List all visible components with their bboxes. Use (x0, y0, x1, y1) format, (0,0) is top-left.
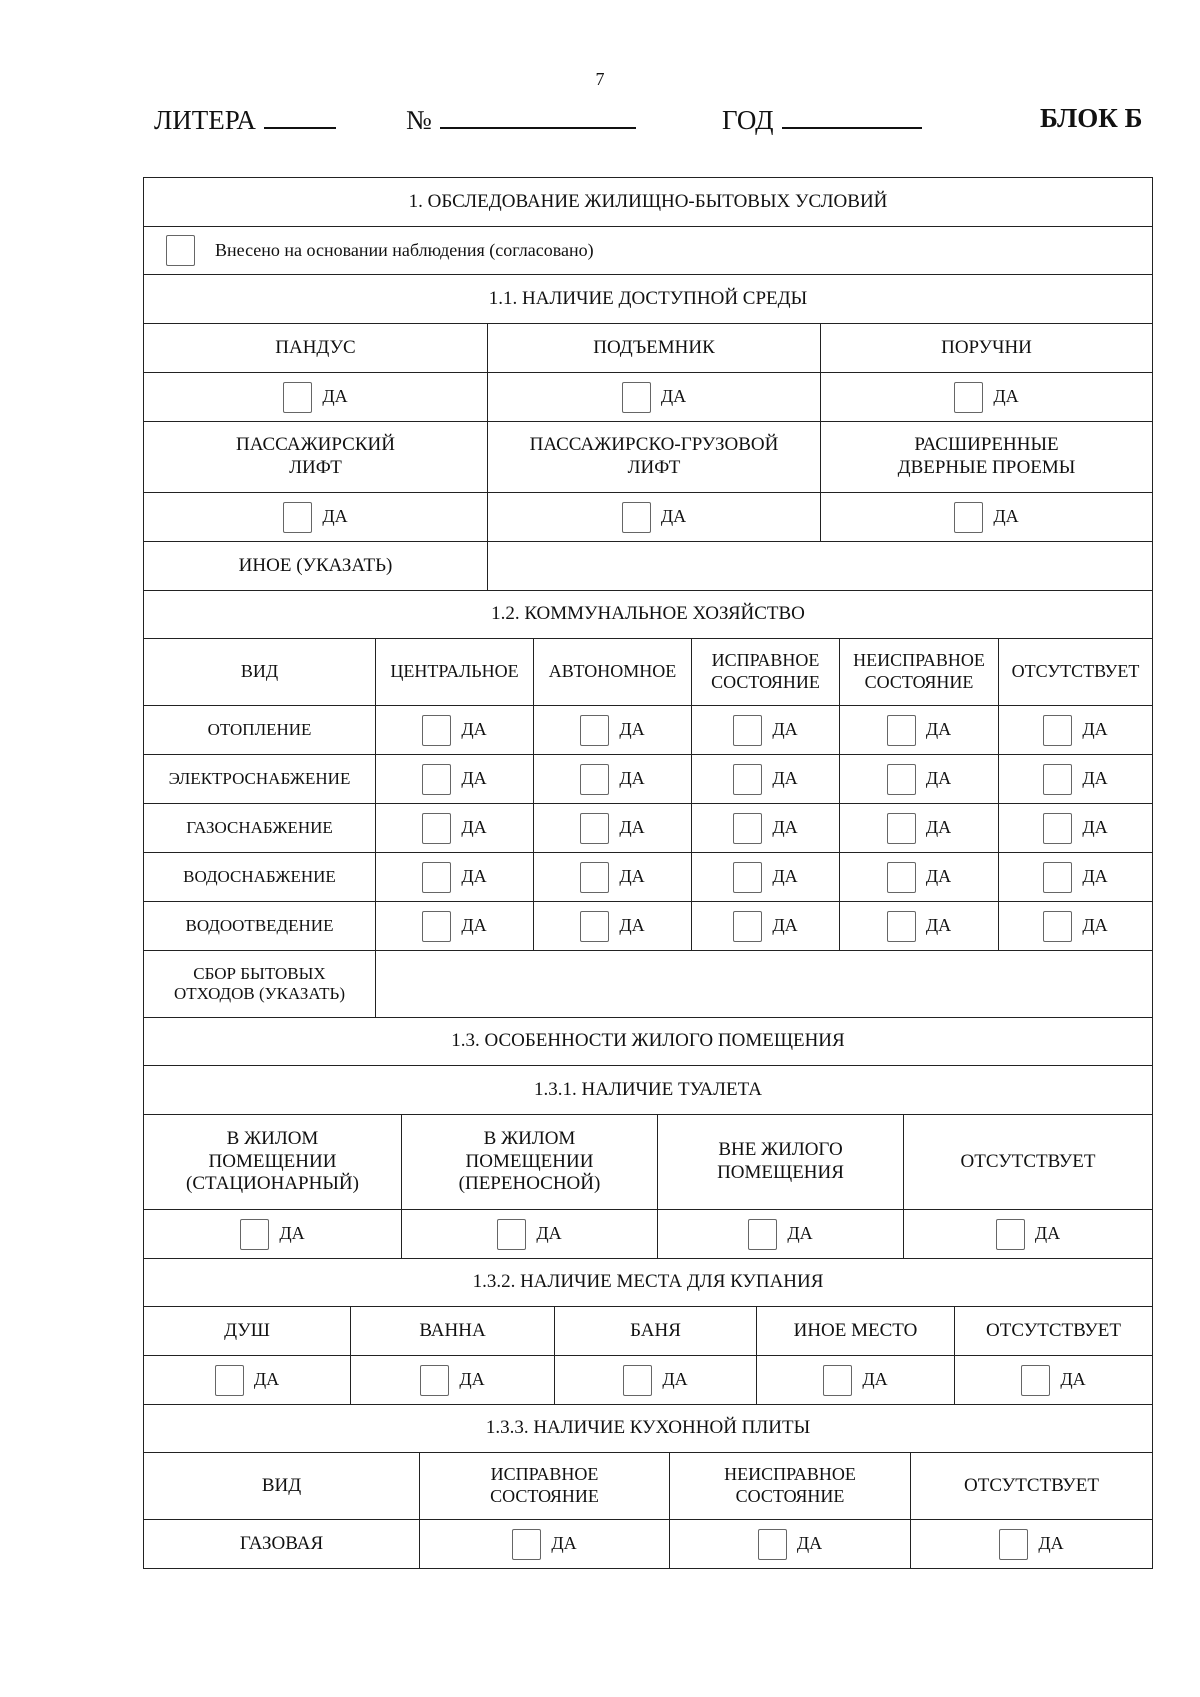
waste-input[interactable] (375, 951, 1152, 1017)
wide-doors-line-2: ДВЕРНЫЕ ПРОЕМЫ (897, 457, 1076, 478)
utilities-header-row (144, 638, 1152, 705)
absent-cell (998, 755, 1152, 803)
central-checkbox[interactable] (422, 862, 451, 893)
passenger-lift-label (144, 422, 487, 492)
year-input[interactable] (782, 103, 922, 129)
number-field (406, 103, 636, 136)
freight-lift-answer (487, 493, 820, 541)
yes-label: ДА (551, 1533, 577, 1554)
other-place-checkbox[interactable] (823, 1365, 852, 1396)
section-1-title: 1. ОБСЛЕДОВАНИЕ ЖИЛИЩНО-БЫТОВЫХ УСЛОВИЙ (408, 190, 888, 212)
working-header (691, 639, 839, 705)
survey-form (143, 177, 1153, 1569)
toilet-portable-line-3: (ПЕРЕНОСНОЙ) (458, 1173, 601, 1195)
yes-label: ДА (619, 719, 645, 740)
central-cell (375, 706, 533, 754)
passenger-lift-checkbox[interactable] (283, 502, 312, 533)
working-checkbox[interactable] (733, 764, 762, 795)
utility-row-water (144, 852, 1152, 901)
yes-label: ДА (772, 719, 798, 740)
toilet-stationary-line-3: (СТАЦИОНАРНЫЙ) (186, 1173, 359, 1195)
observation-checkbox[interactable] (166, 235, 195, 266)
toilet-absent-header: ОТСУТСТВУЕТ (903, 1115, 1152, 1209)
yes-label: ДА (925, 915, 952, 936)
working-header-line-2: СОСТОЯНИЕ (711, 672, 820, 692)
faulty-checkbox[interactable] (887, 862, 916, 893)
banya-checkbox[interactable] (623, 1365, 652, 1396)
section-1-3-1-title-row (144, 1065, 1152, 1114)
section-1-3-3-title: 1.3.3. НАЛИЧИЕ КУХОННОЙ ПЛИТЫ (485, 1417, 811, 1439)
access-other-row (144, 541, 1152, 590)
year-label: ГОД (722, 105, 774, 135)
section-1-3-2-title: 1.3.2. НАЛИЧИЕ МЕСТА ДЛЯ КУПАНИЯ (472, 1271, 824, 1293)
utility-name: ЭЛЕКТРОСНАБЖЕНИЕ (168, 768, 351, 788)
faulty-header-line-1: НЕИСПРАВНОЕ (853, 650, 985, 671)
lift-platform-checkbox[interactable] (622, 382, 651, 413)
yes-label: ДА (925, 719, 952, 740)
stove-faulty-line-2: СОСТОЯНИЕ (735, 1486, 845, 1506)
toilet-stationary-line-2: ПОМЕЩЕНИИ (208, 1150, 337, 1172)
yes-label: ДА (1082, 866, 1108, 887)
working-checkbox[interactable] (733, 911, 762, 942)
toilet-answers-row (144, 1209, 1152, 1258)
stove-absent-answer (910, 1520, 1152, 1568)
yes-label: ДА (461, 915, 487, 936)
section-1-3-title-row (144, 1017, 1152, 1065)
absent-checkbox[interactable] (1043, 911, 1072, 942)
utility-row-sewage (144, 901, 1152, 950)
form-header (0, 103, 1200, 143)
faulty-checkbox[interactable] (887, 715, 916, 746)
access-row-2-header (144, 421, 1152, 492)
yes-label: ДА (772, 817, 798, 838)
section-1-2-title-row (144, 590, 1152, 638)
toilet-outside-header (657, 1115, 903, 1209)
yes-label: ДА (660, 386, 687, 407)
handrails-answer (820, 373, 1152, 421)
observation-note: Внесено на основании наблюдения (согласовано) (215, 239, 594, 260)
stove-type-header: ВИД (261, 1474, 302, 1496)
autonomous-cell (533, 902, 691, 950)
yes-label: ДА (279, 1223, 305, 1244)
central-header: ЦЕНТРАЛЬНОЕ (375, 639, 533, 705)
working-cell (691, 706, 839, 754)
access-row-2-answers (144, 492, 1152, 541)
section-1-3-3-title-row (144, 1404, 1152, 1452)
other-place-answer (756, 1356, 954, 1404)
toilet-portable-line-1: В ЖИЛОМ (483, 1127, 576, 1149)
lift-platform-answer (487, 373, 820, 421)
yes-label: ДА (461, 866, 487, 887)
ramp-checkbox[interactable] (283, 382, 312, 413)
toilet-absent-answer (903, 1210, 1152, 1258)
section-1-2-title: 1.2. КОММУНАЛЬНОЕ ХОЗЯЙСТВО (491, 603, 805, 625)
absent-cell (998, 853, 1152, 901)
page-number: 7 (595, 69, 605, 89)
toilet-portable-header (401, 1115, 657, 1209)
absent-header: ОТСУТСТВУЕТ (998, 639, 1152, 705)
faulty-checkbox[interactable] (887, 764, 916, 795)
absent-checkbox[interactable] (1043, 862, 1072, 893)
toilet-stationary-checkbox[interactable] (240, 1219, 269, 1250)
freight-lift-checkbox[interactable] (622, 502, 651, 533)
shower-checkbox[interactable] (215, 1365, 244, 1396)
autonomous-cell (533, 853, 691, 901)
yes-label: ДА (993, 506, 1019, 527)
working-checkbox[interactable] (733, 862, 762, 893)
faulty-cell (839, 804, 998, 852)
faulty-cell (839, 706, 998, 754)
yes-label: ДА (1082, 817, 1108, 838)
stove-faulty-checkbox[interactable] (758, 1529, 787, 1560)
utility-name: ГАЗОСНАБЖЕНИЕ (186, 817, 333, 837)
faulty-cell (839, 755, 998, 803)
observation-row (144, 226, 1152, 274)
banya-header: БАНЯ (554, 1307, 756, 1355)
wide-doors-label (820, 422, 1152, 492)
passenger-lift-line-1: ПАССАЖИРСКИЙ (236, 434, 395, 456)
autonomous-header: АВТОНОМНОЕ (533, 639, 691, 705)
wide-doors-checkbox[interactable] (954, 502, 983, 533)
yes-label: ДА (459, 1369, 485, 1390)
toilet-header-row (144, 1114, 1152, 1209)
stove-faulty-answer (669, 1520, 910, 1568)
yes-label: ДА (925, 768, 952, 789)
yes-label: ДА (925, 817, 952, 838)
stove-working-line-2: СОСТОЯНИЕ (490, 1486, 599, 1506)
wide-doors-answer (820, 493, 1152, 541)
toilet-portable-line-2: ПОМЕЩЕНИИ (465, 1150, 594, 1172)
central-checkbox[interactable] (422, 813, 451, 844)
litera-input[interactable] (264, 103, 336, 129)
gas-stove-label: ГАЗОВАЯ (239, 1532, 324, 1554)
yes-label: ДА (925, 866, 952, 887)
yes-label: ДА (619, 817, 645, 838)
yes-label: ДА (662, 1369, 688, 1390)
yes-label: ДА (619, 866, 645, 887)
toilet-stationary-line-1: В ЖИЛОМ (226, 1127, 319, 1149)
central-cell (375, 755, 533, 803)
utility-name: ОТОПЛЕНИЕ (207, 719, 312, 739)
yes-label: ДА (862, 1369, 888, 1390)
section-1-title-row (144, 178, 1152, 226)
freight-lift-label (487, 422, 820, 492)
toilet-stationary-header (144, 1115, 401, 1209)
yes-label: ДА (1034, 1223, 1061, 1244)
yes-label: ДА (772, 768, 798, 789)
absent-cell (998, 706, 1152, 754)
central-checkbox[interactable] (422, 764, 451, 795)
freight-lift-line-1: ПАССАЖИРСКО-ГРУЗОВОЙ (529, 434, 779, 456)
waste-row (144, 950, 1152, 1017)
utility-row-electricity (144, 754, 1152, 803)
yes-label: ДА (660, 506, 687, 527)
toilet-outside-checkbox[interactable] (748, 1219, 777, 1250)
toilet-stationary-answer (144, 1210, 401, 1258)
faulty-cell (839, 902, 998, 950)
yes-label: ДА (536, 1223, 562, 1244)
working-cell (691, 755, 839, 803)
faulty-header (839, 639, 998, 705)
stove-working-line-1: ИСПРАВНОЕ (490, 1464, 599, 1485)
autonomous-checkbox[interactable] (580, 862, 609, 893)
waste-label (144, 951, 375, 1017)
working-cell (691, 853, 839, 901)
freight-lift-line-2: ЛИФТ (627, 457, 681, 478)
bathing-answers-row (144, 1355, 1152, 1404)
section-1-1-title-row (144, 274, 1152, 323)
yes-label: ДА (1082, 768, 1108, 789)
ramp-label: ПАНДУС (275, 336, 356, 358)
yes-label: ДА (1038, 1533, 1064, 1554)
working-header-line-1: ИСПРАВНОЕ (711, 650, 820, 671)
bathing-absent-header: ОТСУТСТВУЕТ (954, 1307, 1152, 1355)
lift-platform-label: ПОДЪЕМНИК (487, 324, 820, 372)
faulty-checkbox[interactable] (887, 911, 916, 942)
handrails-checkbox[interactable] (954, 382, 983, 413)
yes-label: ДА (322, 386, 348, 407)
yes-label: ДА (993, 386, 1019, 407)
yes-label: ДА (772, 915, 798, 936)
other-place-header: ИНОЕ МЕСТО (756, 1307, 954, 1355)
shower-answer (144, 1356, 350, 1404)
access-row-1-answers (144, 372, 1152, 421)
toilet-outside-line-1: ВНЕ ЖИЛОГО (718, 1139, 843, 1161)
absent-checkbox[interactable] (1043, 715, 1072, 746)
stove-working-checkbox[interactable] (512, 1529, 541, 1560)
toilet-outside-line-2: ПОМЕЩЕНИЯ (717, 1162, 844, 1183)
stove-working-answer (419, 1520, 669, 1568)
faulty-checkbox[interactable] (887, 813, 916, 844)
utility-row-heating (144, 705, 1152, 754)
bathing-header-row (144, 1306, 1152, 1355)
yes-label: ДА (1082, 915, 1108, 936)
yes-label: ДА (619, 915, 645, 936)
bathtub-checkbox[interactable] (420, 1365, 449, 1396)
section-1-3-title: 1.3. ОСОБЕННОСТИ ЖИЛОГО ПОМЕЩЕНИЯ (451, 1030, 845, 1052)
absent-cell (998, 902, 1152, 950)
bathing-absent-checkbox[interactable] (1021, 1365, 1050, 1396)
autonomous-cell (533, 706, 691, 754)
yes-label: ДА (461, 719, 487, 740)
other-access-label: ИНОЕ (УКАЗАТЬ) (238, 554, 393, 576)
bathing-absent-answer (954, 1356, 1152, 1404)
yes-label: ДА (461, 768, 487, 789)
central-cell (375, 853, 533, 901)
passenger-lift-answer (144, 493, 487, 541)
autonomous-checkbox[interactable] (580, 813, 609, 844)
bathtub-header: ВАННА (350, 1307, 554, 1355)
yes-label: ДА (796, 1533, 823, 1554)
working-checkbox[interactable] (733, 813, 762, 844)
toilet-portable-checkbox[interactable] (497, 1219, 526, 1250)
toilet-portable-answer (401, 1210, 657, 1258)
absent-checkbox[interactable] (1043, 764, 1072, 795)
litera-field (154, 103, 336, 136)
faulty-cell (839, 853, 998, 901)
handrails-label: ПОРУЧНИ (820, 324, 1152, 372)
litera-label: ЛИТЕРА (154, 105, 256, 135)
stove-faulty-line-1: НЕИСПРАВНОЕ (724, 1464, 856, 1485)
autonomous-cell (533, 804, 691, 852)
autonomous-checkbox[interactable] (580, 715, 609, 746)
waste-label-line-2: ОТХОДОВ (УКАЗАТЬ) (174, 984, 345, 1003)
yes-label: ДА (461, 817, 487, 838)
yes-label: ДА (772, 866, 798, 887)
absent-checkbox[interactable] (1043, 813, 1072, 844)
central-cell (375, 804, 533, 852)
stove-absent-header: ОТСУТСТВУЕТ (910, 1453, 1152, 1519)
utility-row-gas (144, 803, 1152, 852)
central-checkbox[interactable] (422, 715, 451, 746)
yes-label: ДА (787, 1223, 813, 1244)
year-field (722, 103, 922, 136)
observation-cell (144, 227, 1152, 274)
central-checkbox[interactable] (422, 911, 451, 942)
banya-answer (554, 1356, 756, 1404)
utility-name: ВОДОСНАБЖЕНИЕ (183, 866, 336, 886)
working-checkbox[interactable] (733, 715, 762, 746)
ramp-answer (144, 373, 487, 421)
shower-header: ДУШ (224, 1319, 270, 1341)
block-label: БЛОК Б (1040, 103, 1143, 133)
stove-gas-row (144, 1519, 1152, 1568)
yes-label: ДА (1082, 719, 1108, 740)
wide-doors-line-1: РАСШИРЕННЫЕ (914, 434, 1059, 456)
autonomous-cell (533, 755, 691, 803)
yes-label: ДА (1060, 1369, 1086, 1390)
absent-cell (998, 804, 1152, 852)
access-row-1-header (144, 323, 1152, 372)
utilities-type-header: ВИД (240, 661, 279, 682)
working-cell (691, 902, 839, 950)
yes-label: ДА (619, 768, 645, 789)
faulty-header-line-2: СОСТОЯНИЕ (864, 672, 974, 692)
stove-faulty-header (669, 1453, 910, 1519)
other-access-input[interactable] (487, 542, 1152, 590)
stove-absent-checkbox[interactable] (999, 1529, 1028, 1560)
autonomous-checkbox[interactable] (580, 764, 609, 795)
bathtub-answer (350, 1356, 554, 1404)
yes-label: ДА (253, 1369, 280, 1390)
yes-label: ДА (322, 506, 348, 527)
working-cell (691, 804, 839, 852)
waste-label-line-1: СБОР БЫТОВЫХ (193, 963, 326, 983)
number-input[interactable] (440, 103, 636, 129)
utility-name: ВОДООТВЕДЕНИЕ (185, 915, 334, 935)
section-1-3-2-title-row (144, 1258, 1152, 1306)
stove-header-row (144, 1452, 1152, 1519)
number-label: № (406, 105, 432, 135)
toilet-outside-answer (657, 1210, 903, 1258)
passenger-lift-line-2: ЛИФТ (289, 457, 342, 478)
autonomous-checkbox[interactable] (580, 911, 609, 942)
stove-working-header (419, 1453, 669, 1519)
section-1-3-1-title: 1.3.1. НАЛИЧИЕ ТУАЛЕТА (534, 1078, 762, 1100)
toilet-absent-checkbox[interactable] (996, 1219, 1025, 1250)
section-1-1-title: 1.1. НАЛИЧИЕ ДОСТУПНОЙ СРЕДЫ (488, 287, 808, 309)
central-cell (375, 902, 533, 950)
